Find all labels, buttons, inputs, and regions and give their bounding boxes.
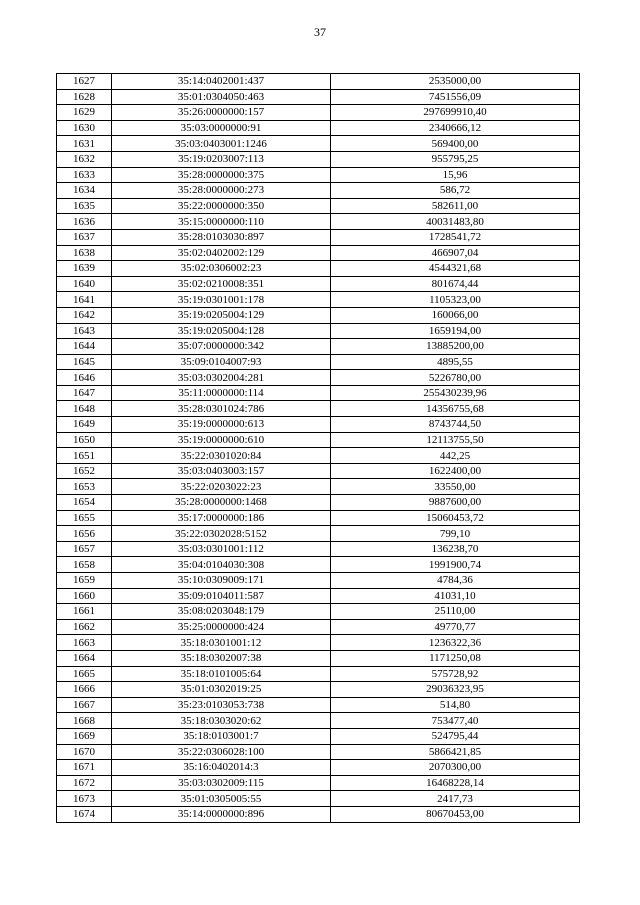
cadastral-number-cell: 35:01:0304050:463 xyxy=(112,89,331,105)
cadastral-number-cell: 35:19:0301001:178 xyxy=(112,292,331,308)
cadastral-number-cell: 35:03:0403001:1246 xyxy=(112,136,331,152)
table-row xyxy=(57,541,580,557)
table-row xyxy=(57,713,580,729)
table-row xyxy=(57,650,580,666)
cadastral-number-cell: 35:28:0000000:1468 xyxy=(112,495,331,511)
table-row xyxy=(57,183,580,199)
table-row xyxy=(57,120,580,136)
cadastral-value-cell: 49770,77 xyxy=(331,619,580,635)
cadastral-number-cell: 35:19:0203007:113 xyxy=(112,151,331,167)
row-number-cell: 1653 xyxy=(57,479,112,495)
cadastral-value-cell: 569400,00 xyxy=(331,136,580,152)
cadastral-value-cell: 2535000,00 xyxy=(331,74,580,90)
cadastral-value-cell: 753477,40 xyxy=(331,713,580,729)
table-row xyxy=(57,775,580,791)
table-body xyxy=(57,74,580,823)
table-row xyxy=(57,229,580,245)
cadastral-number-cell: 35:02:0306002:23 xyxy=(112,261,331,277)
cadastral-number-cell: 35:09:0104007:93 xyxy=(112,354,331,370)
row-number-cell: 1637 xyxy=(57,229,112,245)
cadastral-number-cell: 35:01:0305005:55 xyxy=(112,791,331,807)
table-row xyxy=(57,806,580,822)
table-row xyxy=(57,261,580,277)
cadastral-value-cell: 4544321,68 xyxy=(331,261,580,277)
cadastral-number-cell: 35:22:0301020:84 xyxy=(112,448,331,464)
cadastral-value-cell: 41031,10 xyxy=(331,588,580,604)
cadastral-value-cell: 575728,92 xyxy=(331,666,580,682)
cadastral-number-cell: 35:17:0000000:186 xyxy=(112,510,331,526)
table-row xyxy=(57,74,580,90)
row-number-cell: 1642 xyxy=(57,307,112,323)
cadastral-number-cell: 35:14:0402001:437 xyxy=(112,74,331,90)
table-row xyxy=(57,151,580,167)
cadastral-number-cell: 35:09:0104011:587 xyxy=(112,588,331,604)
row-number-cell: 1656 xyxy=(57,526,112,542)
cadastral-number-cell: 35:03:0301001:112 xyxy=(112,541,331,557)
cadastral-value-cell: 2340666,12 xyxy=(331,120,580,136)
cadastral-number-cell: 35:03:0000000:91 xyxy=(112,120,331,136)
table-row xyxy=(57,448,580,464)
table-row xyxy=(57,697,580,713)
table-row xyxy=(57,666,580,682)
cadastral-number-cell: 35:22:0306028:100 xyxy=(112,744,331,760)
cadastral-number-cell: 35:02:0402002:129 xyxy=(112,245,331,261)
table-row xyxy=(57,401,580,417)
cadastral-number-cell: 35:25:0000000:424 xyxy=(112,619,331,635)
row-number-cell: 1628 xyxy=(57,89,112,105)
row-number-cell: 1669 xyxy=(57,728,112,744)
row-number-cell: 1662 xyxy=(57,619,112,635)
cadastral-value-cell: 4895,55 xyxy=(331,354,580,370)
cadastral-number-cell: 35:11:0000000:114 xyxy=(112,385,331,401)
row-number-cell: 1650 xyxy=(57,432,112,448)
cadastral-value-cell: 514,80 xyxy=(331,697,580,713)
cadastral-number-cell: 35:03:0302004:281 xyxy=(112,370,331,386)
cadastral-value-cell: 1659194,00 xyxy=(331,323,580,339)
row-number-cell: 1667 xyxy=(57,697,112,713)
cadastral-number-cell: 35:22:0302028:5152 xyxy=(112,526,331,542)
cadastral-value-table xyxy=(56,73,580,823)
table-row xyxy=(57,760,580,776)
cadastral-value-cell: 799,10 xyxy=(331,526,580,542)
row-number-cell: 1641 xyxy=(57,292,112,308)
cadastral-number-cell: 35:18:0103001:7 xyxy=(112,728,331,744)
cadastral-value-cell: 4784,36 xyxy=(331,573,580,589)
table-row xyxy=(57,276,580,292)
row-number-cell: 1661 xyxy=(57,604,112,620)
table-row xyxy=(57,136,580,152)
table-row xyxy=(57,728,580,744)
page-number: 37 xyxy=(314,25,326,39)
cadastral-value-cell: 12113755,50 xyxy=(331,432,580,448)
row-number-cell: 1652 xyxy=(57,463,112,479)
table-row xyxy=(57,292,580,308)
row-number-cell: 1640 xyxy=(57,276,112,292)
cadastral-number-cell: 35:03:0403003:157 xyxy=(112,463,331,479)
row-number-cell: 1632 xyxy=(57,151,112,167)
row-number-cell: 1657 xyxy=(57,541,112,557)
table-row xyxy=(57,417,580,433)
row-number-cell: 1636 xyxy=(57,214,112,230)
cadastral-value-cell: 582611,00 xyxy=(331,198,580,214)
cadastral-value-cell: 1728541,72 xyxy=(331,229,580,245)
table-row xyxy=(57,588,580,604)
cadastral-value-cell: 466907,04 xyxy=(331,245,580,261)
cadastral-value-cell: 80670453,00 xyxy=(331,806,580,822)
row-number-cell: 1646 xyxy=(57,370,112,386)
cadastral-number-cell: 35:28:0301024:786 xyxy=(112,401,331,417)
cadastral-number-cell: 35:18:0302007:38 xyxy=(112,650,331,666)
row-number-cell: 1655 xyxy=(57,510,112,526)
row-number-cell: 1629 xyxy=(57,105,112,121)
cadastral-value-cell: 1991900,74 xyxy=(331,557,580,573)
table-row xyxy=(57,323,580,339)
cadastral-number-cell: 35:10:0309009:171 xyxy=(112,573,331,589)
cadastral-value-cell: 15060453,72 xyxy=(331,510,580,526)
row-number-cell: 1648 xyxy=(57,401,112,417)
cadastral-value-cell: 9887600,00 xyxy=(331,495,580,511)
table-row xyxy=(57,198,580,214)
row-number-cell: 1651 xyxy=(57,448,112,464)
cadastral-value-cell: 160066,00 xyxy=(331,307,580,323)
cadastral-number-cell: 35:28:0000000:375 xyxy=(112,167,331,183)
table-row xyxy=(57,495,580,511)
cadastral-value-cell: 5226780,00 xyxy=(331,370,580,386)
cadastral-value-cell: 29036323,95 xyxy=(331,682,580,698)
table-row xyxy=(57,385,580,401)
row-number-cell: 1666 xyxy=(57,682,112,698)
row-number-cell: 1633 xyxy=(57,167,112,183)
table-row xyxy=(57,744,580,760)
table-row xyxy=(57,105,580,121)
cadastral-number-cell: 35:19:0205004:128 xyxy=(112,323,331,339)
row-number-cell: 1665 xyxy=(57,666,112,682)
cadastral-number-cell: 35:07:0000000:342 xyxy=(112,339,331,355)
cadastral-number-cell: 35:19:0000000:613 xyxy=(112,417,331,433)
cadastral-value-cell: 1105323,00 xyxy=(331,292,580,308)
row-number-cell: 1668 xyxy=(57,713,112,729)
table-row xyxy=(57,619,580,635)
row-number-cell: 1660 xyxy=(57,588,112,604)
row-number-cell: 1649 xyxy=(57,417,112,433)
cadastral-value-cell: 15,96 xyxy=(331,167,580,183)
cadastral-value-cell: 8743744,50 xyxy=(331,417,580,433)
table-row xyxy=(57,573,580,589)
cadastral-number-cell: 35:22:0000000:350 xyxy=(112,198,331,214)
table-row xyxy=(57,214,580,230)
cadastral-value-cell: 5866421,85 xyxy=(331,744,580,760)
cadastral-number-cell: 35:15:0000000:110 xyxy=(112,214,331,230)
cadastral-number-cell: 35:28:0000000:273 xyxy=(112,183,331,199)
cadastral-number-cell: 35:03:0302009:115 xyxy=(112,775,331,791)
row-number-cell: 1670 xyxy=(57,744,112,760)
table-row xyxy=(57,354,580,370)
row-number-cell: 1673 xyxy=(57,791,112,807)
table-row xyxy=(57,245,580,261)
table-row xyxy=(57,526,580,542)
row-number-cell: 1627 xyxy=(57,74,112,90)
row-number-cell: 1672 xyxy=(57,775,112,791)
cadastral-number-cell: 35:04:0104030:308 xyxy=(112,557,331,573)
row-number-cell: 1639 xyxy=(57,261,112,277)
table-row xyxy=(57,635,580,651)
row-number-cell: 1647 xyxy=(57,385,112,401)
row-number-cell: 1663 xyxy=(57,635,112,651)
cadastral-number-cell: 35:28:0103030:897 xyxy=(112,229,331,245)
row-number-cell: 1631 xyxy=(57,136,112,152)
row-number-cell: 1654 xyxy=(57,495,112,511)
cadastral-value-cell: 13885200,00 xyxy=(331,339,580,355)
row-number-cell: 1643 xyxy=(57,323,112,339)
cadastral-value-cell: 955795,25 xyxy=(331,151,580,167)
cadastral-number-cell: 35:16:0402014:3 xyxy=(112,760,331,776)
row-number-cell: 1645 xyxy=(57,354,112,370)
cadastral-number-cell: 35:14:0000000:896 xyxy=(112,806,331,822)
cadastral-number-cell: 35:26:0000000:157 xyxy=(112,105,331,121)
cadastral-number-cell: 35:22:0203022:23 xyxy=(112,479,331,495)
cadastral-value-cell: 586,72 xyxy=(331,183,580,199)
row-number-cell: 1671 xyxy=(57,760,112,776)
table-row xyxy=(57,510,580,526)
cadastral-number-cell: 35:18:0301001:12 xyxy=(112,635,331,651)
row-number-cell: 1638 xyxy=(57,245,112,261)
cadastral-value-cell: 255430239,96 xyxy=(331,385,580,401)
cadastral-value-cell: 2070300,00 xyxy=(331,760,580,776)
cadastral-value-cell: 1236322,36 xyxy=(331,635,580,651)
cadastral-number-cell: 35:01:0302019:25 xyxy=(112,682,331,698)
table-row xyxy=(57,557,580,573)
table-row xyxy=(57,479,580,495)
table-row xyxy=(57,791,580,807)
row-number-cell: 1658 xyxy=(57,557,112,573)
row-number-cell: 1630 xyxy=(57,120,112,136)
cadastral-value-cell: 33550,00 xyxy=(331,479,580,495)
cadastral-number-cell: 35:02:0210008:351 xyxy=(112,276,331,292)
cadastral-number-cell: 35:18:0101005:64 xyxy=(112,666,331,682)
table-row xyxy=(57,604,580,620)
table-row xyxy=(57,463,580,479)
cadastral-number-cell: 35:19:0205004:129 xyxy=(112,307,331,323)
table-row xyxy=(57,370,580,386)
cadastral-value-cell: 1622400,00 xyxy=(331,463,580,479)
table-row xyxy=(57,432,580,448)
cadastral-number-cell: 35:23:0103053:738 xyxy=(112,697,331,713)
cadastral-number-cell: 35:19:0000000:610 xyxy=(112,432,331,448)
table-row xyxy=(57,339,580,355)
cadastral-value-cell: 16468228,14 xyxy=(331,775,580,791)
cadastral-value-cell: 14356755,68 xyxy=(331,401,580,417)
cadastral-value-cell: 2417,73 xyxy=(331,791,580,807)
table-row xyxy=(57,682,580,698)
cadastral-value-cell: 297699910,40 xyxy=(331,105,580,121)
row-number-cell: 1659 xyxy=(57,573,112,589)
cadastral-number-cell: 35:18:0303020:62 xyxy=(112,713,331,729)
row-number-cell: 1664 xyxy=(57,650,112,666)
cadastral-value-cell: 1171250,08 xyxy=(331,650,580,666)
cadastral-value-cell: 25110,00 xyxy=(331,604,580,620)
table-row xyxy=(57,89,580,105)
table-row xyxy=(57,307,580,323)
cadastral-value-cell: 801674,44 xyxy=(331,276,580,292)
row-number-cell: 1644 xyxy=(57,339,112,355)
table-row xyxy=(57,167,580,183)
cadastral-value-cell: 524795,44 xyxy=(331,728,580,744)
cadastral-number-cell: 35:08:0203048:179 xyxy=(112,604,331,620)
row-number-cell: 1635 xyxy=(57,198,112,214)
cadastral-value-cell: 136238,70 xyxy=(331,541,580,557)
cadastral-value-cell: 7451556,09 xyxy=(331,89,580,105)
row-number-cell: 1674 xyxy=(57,806,112,822)
cadastral-value-cell: 40031483,80 xyxy=(331,214,580,230)
cadastral-value-cell: 442,25 xyxy=(331,448,580,464)
row-number-cell: 1634 xyxy=(57,183,112,199)
